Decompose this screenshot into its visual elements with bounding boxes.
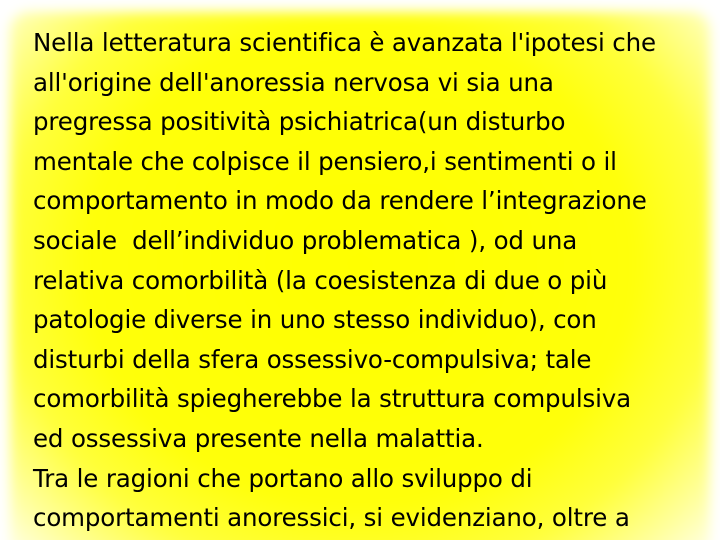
text-line: ed ossessiva presente nella malattia. bbox=[33, 423, 484, 453]
text-line: Tra le ragioni che portano allo sviluppo di bbox=[33, 463, 533, 493]
text-line: comorbilità spiegherebbe la struttura compulsiva bbox=[33, 384, 631, 414]
text-line: disturbi della sfera ossessivo-compulsiva; tale bbox=[33, 344, 592, 374]
text-line: patologie diverse in uno stesso individuo), con bbox=[33, 305, 597, 335]
text-line: relativa comorbilità (la coesistenza di due o più bbox=[33, 265, 608, 295]
text-line: comportamenti anoressici, si evidenziano, oltre a bbox=[33, 503, 630, 533]
text-line: Nella letteratura scientifica è avanzata l'ipotesi che bbox=[33, 28, 656, 57]
text-line: sociale dell’individuo problematica ), od una bbox=[33, 225, 578, 255]
text-line: pregressa positività psichiatrica(un disturbo bbox=[33, 107, 566, 137]
body-text bbox=[33, 23, 705, 538]
text-line: comportamento in modo da rendere l’integrazione bbox=[33, 186, 647, 216]
text-line: all'origine dell'anoressia nervosa vi sia una bbox=[33, 67, 554, 97]
text-line: mentale che colpisce il pensiero,i sentimenti o il bbox=[33, 146, 617, 176]
